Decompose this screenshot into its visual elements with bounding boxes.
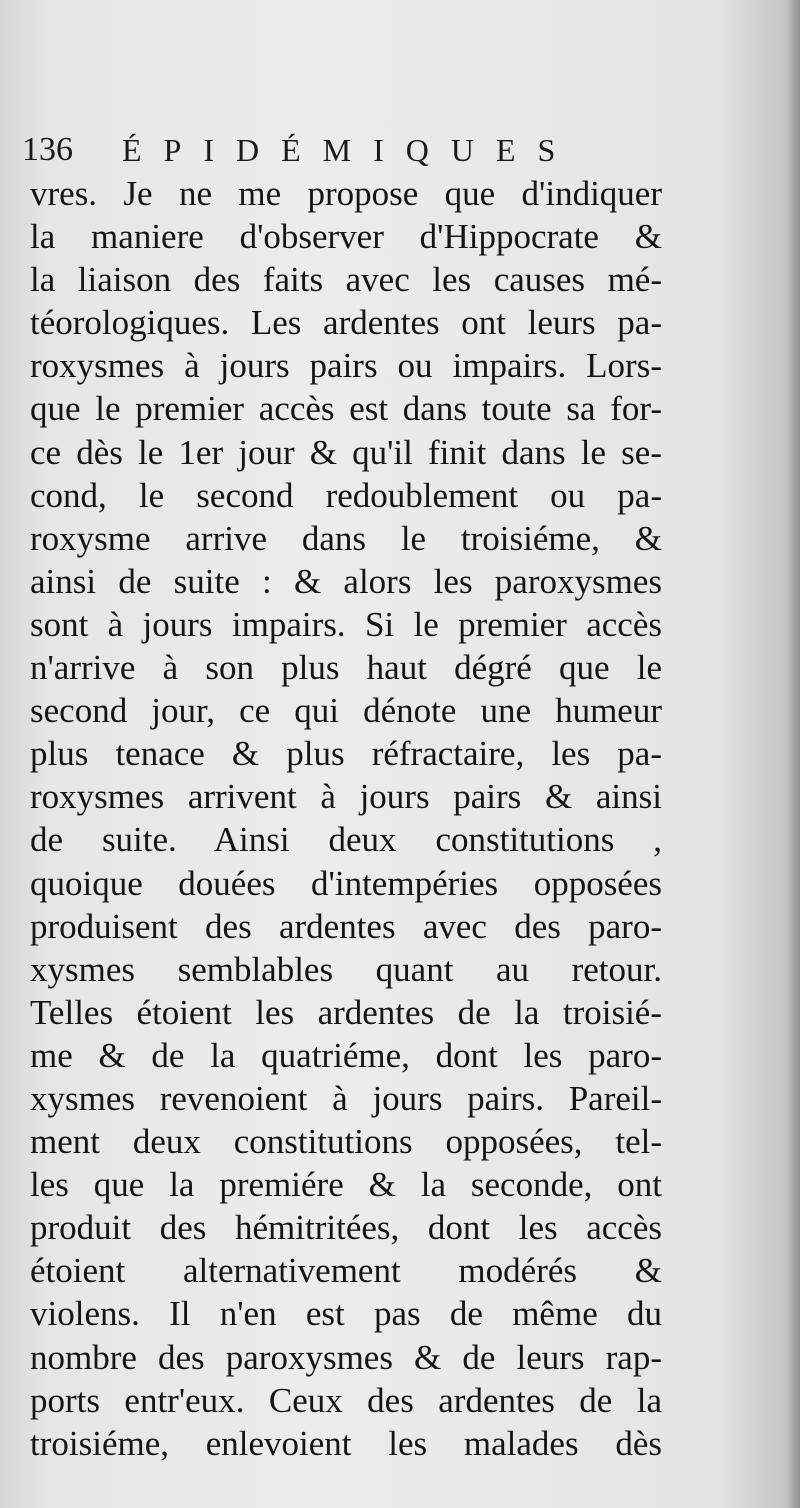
text-line: téorologiques. Les ardentes ont leurs pa- xyxy=(30,303,662,343)
text-line: cond, le second redoublement ou pa- xyxy=(30,475,662,515)
page-header xyxy=(22,130,582,170)
text-line: n'arrive à son plus haut dégré que le xyxy=(30,648,662,688)
text-line: ce dès le 1er jour & qu'il finit dans le se- xyxy=(30,432,662,472)
text-line: la liaison des faits avec les causes mé- xyxy=(30,260,662,300)
text-line: quoique douées d'intempéries opposées xyxy=(30,863,662,903)
text-line: Telles étoient les ardentes de la troisié- xyxy=(30,992,662,1032)
text-line: les que la premiére & la seconde, ont xyxy=(30,1165,662,1205)
text-line: plus tenace & plus réfractaire, les pa- xyxy=(30,734,662,774)
body-text xyxy=(30,172,662,1465)
text-line: me & de la quatriéme, dont les paro- xyxy=(30,1035,662,1075)
text-line: la maniere d'observer d'Hippocrate & xyxy=(30,217,662,257)
text-line: produisent des ardentes avec des paro- xyxy=(30,906,662,946)
text-line: vres. Je ne me propose que d'indiquer xyxy=(30,174,662,213)
text-line: roxysmes à jours pairs ou impairs. Lors- xyxy=(30,346,662,386)
text-line: xysmes semblables quant au retour. xyxy=(30,949,662,989)
text-line: xysmes revenoient à jours pairs. Pareil- xyxy=(30,1078,662,1118)
text-line: étoient alternativement modérés & xyxy=(30,1251,662,1291)
text-line: violens. Il n'en est pas de même du xyxy=(30,1294,662,1334)
text-line: produit des hémitritées, dont les accès xyxy=(30,1208,662,1248)
text-line: ment deux constitutions opposées, tel- xyxy=(30,1122,662,1162)
page-number: 136 xyxy=(22,131,73,168)
running-title: ÉPIDÉMIQUES xyxy=(122,132,578,168)
text-line: troisiéme, enlevoient les malades dès xyxy=(30,1423,662,1463)
text-line: ainsi de suite : & alors les paroxysmes xyxy=(30,561,662,601)
text-line: roxysmes arrivent à jours pairs & ainsi xyxy=(30,777,662,817)
text-line: sont à jours impairs. Si le premier accès xyxy=(30,604,662,644)
text-line: nombre des paroxysmes & de leurs rap- xyxy=(30,1337,662,1377)
text-line: de suite. Ainsi deux constitutions , xyxy=(30,820,662,860)
text-line: roxysme arrive dans le troisiéme, & xyxy=(30,518,662,558)
text-line: que le premier accès est dans toute sa for- xyxy=(30,389,662,429)
text-line: second jour, ce qui dénote une humeur xyxy=(30,691,662,731)
text-line: ports entr'eux. Ceux des ardentes de la xyxy=(30,1380,662,1420)
